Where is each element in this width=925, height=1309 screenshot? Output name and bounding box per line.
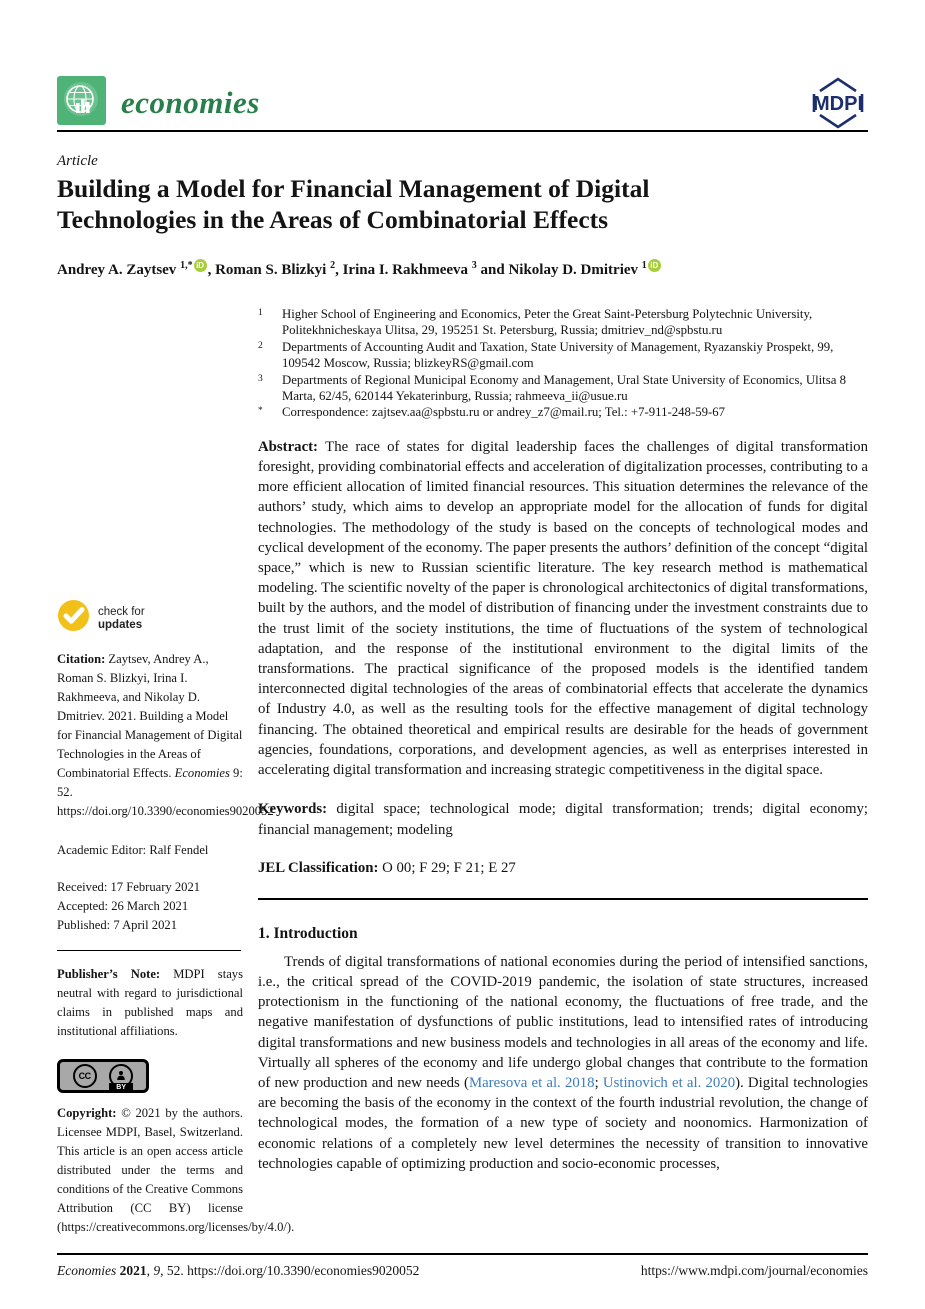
paper-title: Building a Model for Financial Management of Digital Technologies in the Areas of Combinatorial Effects <box>57 174 650 234</box>
keywords: Keywords: digital space; technological mode; digital transformation; trends; digital economy; financial management; modeling <box>258 801 869 838</box>
mdpi-wordmark: MDPI <box>813 93 863 115</box>
mdpi-logo <box>805 76 871 135</box>
check-updates-label: check for updates <box>98 606 145 631</box>
citation-block: Citation: Zaytsev, Andrey A., Roman S. Blizkyi, Irina I. Rakhmeeva, and Nikolay D. Dmitriev. 2021. Building a Model for Financial Management of Digital Technologies in the Areas of Combinatorial Effects. Economies 9: 52. https://doi.org/10.3390/economies9020052 <box>57 652 274 818</box>
affiliation-text: Departments of Regional Municipal Economy and Management, Ural State University of Economics, Ulitsa 8 Marta, 62/45, 620144 Yekaterinburg, Russia; rahmeeva_ii@usue.ru <box>282 372 846 404</box>
abstract: Abstract: The race of states for digital leadership faces the challenges of digital transformation foresight, providing combinatorial effects and acceleration of digitalization processes, contributing to a more efficient allocation of limited financial resources. This situation determines the relevance of the authors’ study, which aims to develop an appropriate model for the allocation of funds for digital technologies. The methodology of the study is based on the concepts of technological modes and cyclical development of the economy. The paper presents the authors’ definition of the concept “digital space,” which is new to Russian scientific literature. The key research method is mathematical modeling. The scientific novelty of the paper is chronological architectonics of digital transformations, built by the authors, and the model of distribution of financing under the investment constraints due to the trust limit of the society institutions, the time of fluctuations of the system of technological adaptation, and the response of the institutional environment to the digital limits of the transformations. The practical significance of the proposed models is the identified tandem interconnected digital technologies of the areas of combinatorial effects that accelerate the dynamics of Industry 4.0, as well as the resulting tools for the effective management of digital technology financing. The obtained theoretical and empirical results are desirable for the heads of government agencies, foundations, corporations, and development agencies, as well as enterprises interested in accelerating digital transformation and increasing strategic competitiveness in the digital space. <box>258 438 868 779</box>
citation-link[interactable]: Ustinovich et al. 2020 <box>602 1074 736 1091</box>
citation-link[interactable]: Maresova et al. 2018 <box>468 1074 595 1091</box>
sidebar <box>57 599 295 1237</box>
footer-journal-url[interactable]: https://www.mdpi.com/journal/economies <box>640 1263 868 1278</box>
sidebar-divider <box>57 950 241 951</box>
affiliation-text: Higher School of Engineering and Economics, Peter the Great Saint-Petersburg Polytechnic University, Politekhnicheskaya Ulitsa, 29, 195251 St. Petersburg, Russia; dmitriev_nd@spbstu.ru <box>282 307 813 338</box>
orcid-icon[interactable]: iD <box>194 259 207 272</box>
affiliation-marker: 2 <box>258 340 263 351</box>
correspondence-text: Correspondence: zajtsev.aa@spbstu.ru or andrey_z7@mail.ru; Tel.: +7-911-248-59-67 <box>282 405 726 420</box>
by-label: BY <box>109 1083 133 1092</box>
check-for-updates-badge[interactable] <box>57 599 243 638</box>
cc-by-license-badge[interactable] <box>57 1059 149 1093</box>
affiliation-marker: 1 <box>258 308 263 318</box>
section-divider <box>258 898 868 900</box>
journal-logo-icon <box>57 76 106 130</box>
correspondence-marker: * <box>258 406 263 417</box>
history-dates <box>57 878 243 935</box>
header-rule <box>57 130 868 132</box>
affiliation-marker: 3 <box>258 373 263 384</box>
main-column <box>258 306 868 1174</box>
footer-citation: Economies 2021, 9, 52. https://doi.org/10.3390/economies9020052 <box>57 1263 420 1278</box>
introduction-heading: 1. Introduction <box>258 924 358 942</box>
affiliation-item <box>258 306 868 339</box>
published-date: Published: 7 April 2021 <box>57 918 177 932</box>
affiliation-item <box>258 404 868 420</box>
publishers-note: Publisher’s Note: MDPI stays neutral with regard to jurisdictional claims in published maps and institutional affiliations. <box>57 967 243 1038</box>
orcid-icon[interactable]: iD <box>648 259 661 272</box>
affiliation-list <box>258 306 868 421</box>
jel-classification: JEL Classification: O 00; F 29; F 21; E 27 <box>258 859 516 876</box>
affiliation-item <box>258 372 868 405</box>
academic-editor: Academic Editor: Ralf Fendel <box>57 843 209 857</box>
check-icon <box>57 599 90 638</box>
cc-icon: CC <box>73 1064 97 1088</box>
article-type-label: Article <box>57 153 98 169</box>
footer-rule <box>57 1253 868 1255</box>
authors-line: Andrey A. Zaytsev $^{1,*}$ iD , Roman S. Blizkyi $^2$, Irina I. Rakhmeeva $^3$ and Nikolay D. Dmitriev $^1$ iD <box>57 259 877 279</box>
affiliation-text: Departments of Accounting Audit and Taxation, State University of Management, Ryazanskiy Prospekt, 99, 109542 Moscow, Russia; blizkeyRS@gmail.com <box>282 339 834 371</box>
journal-logo <box>57 76 260 130</box>
affiliation-item <box>258 339 868 372</box>
received-date: Received: 17 February 2021 <box>57 880 201 894</box>
journal-name: economies <box>121 85 260 120</box>
introduction-paragraph: Trends of digital transformations of national economies during the period of intensified sanctions, i.e., the critical spread of the COVID-2019 pandemic, the isolation of state structures, increased protectionism in the functioning of the national economy, the fluctuations of free trade, and the negative manifestation of dysfunctions of public institutions, lead to intensified rates of introducing digital transformations and new business models and technologies in all areas of the economy and life. Virtually all spheres of the economy and life undergo global changes that contribute to the formation of new production and new needs (Maresova et al. 2018; Ustinovich et al. 2020). Digital technologies are becoming the basis of the economy in the context of the fourth industrial revolution, the change of technological modes, the formation of a new type of society and noonomics. Harmonization of economic relations of a completely new level determines the necessity of transition to innovative technologies capable of optimizing production and socio-economic processes, <box>258 953 869 1172</box>
accepted-date: Accepted: 26 March 2021 <box>57 899 189 913</box>
copyright-block: Copyright: © 2021 by the authors. Licensee MDPI, Basel, Switzerland. This article is an open access article distributed under the terms and conditions of the Creative Commons Attribution (CC BY) license (https://creativecommons.org/licenses/by/4.0/). <box>57 1106 295 1234</box>
